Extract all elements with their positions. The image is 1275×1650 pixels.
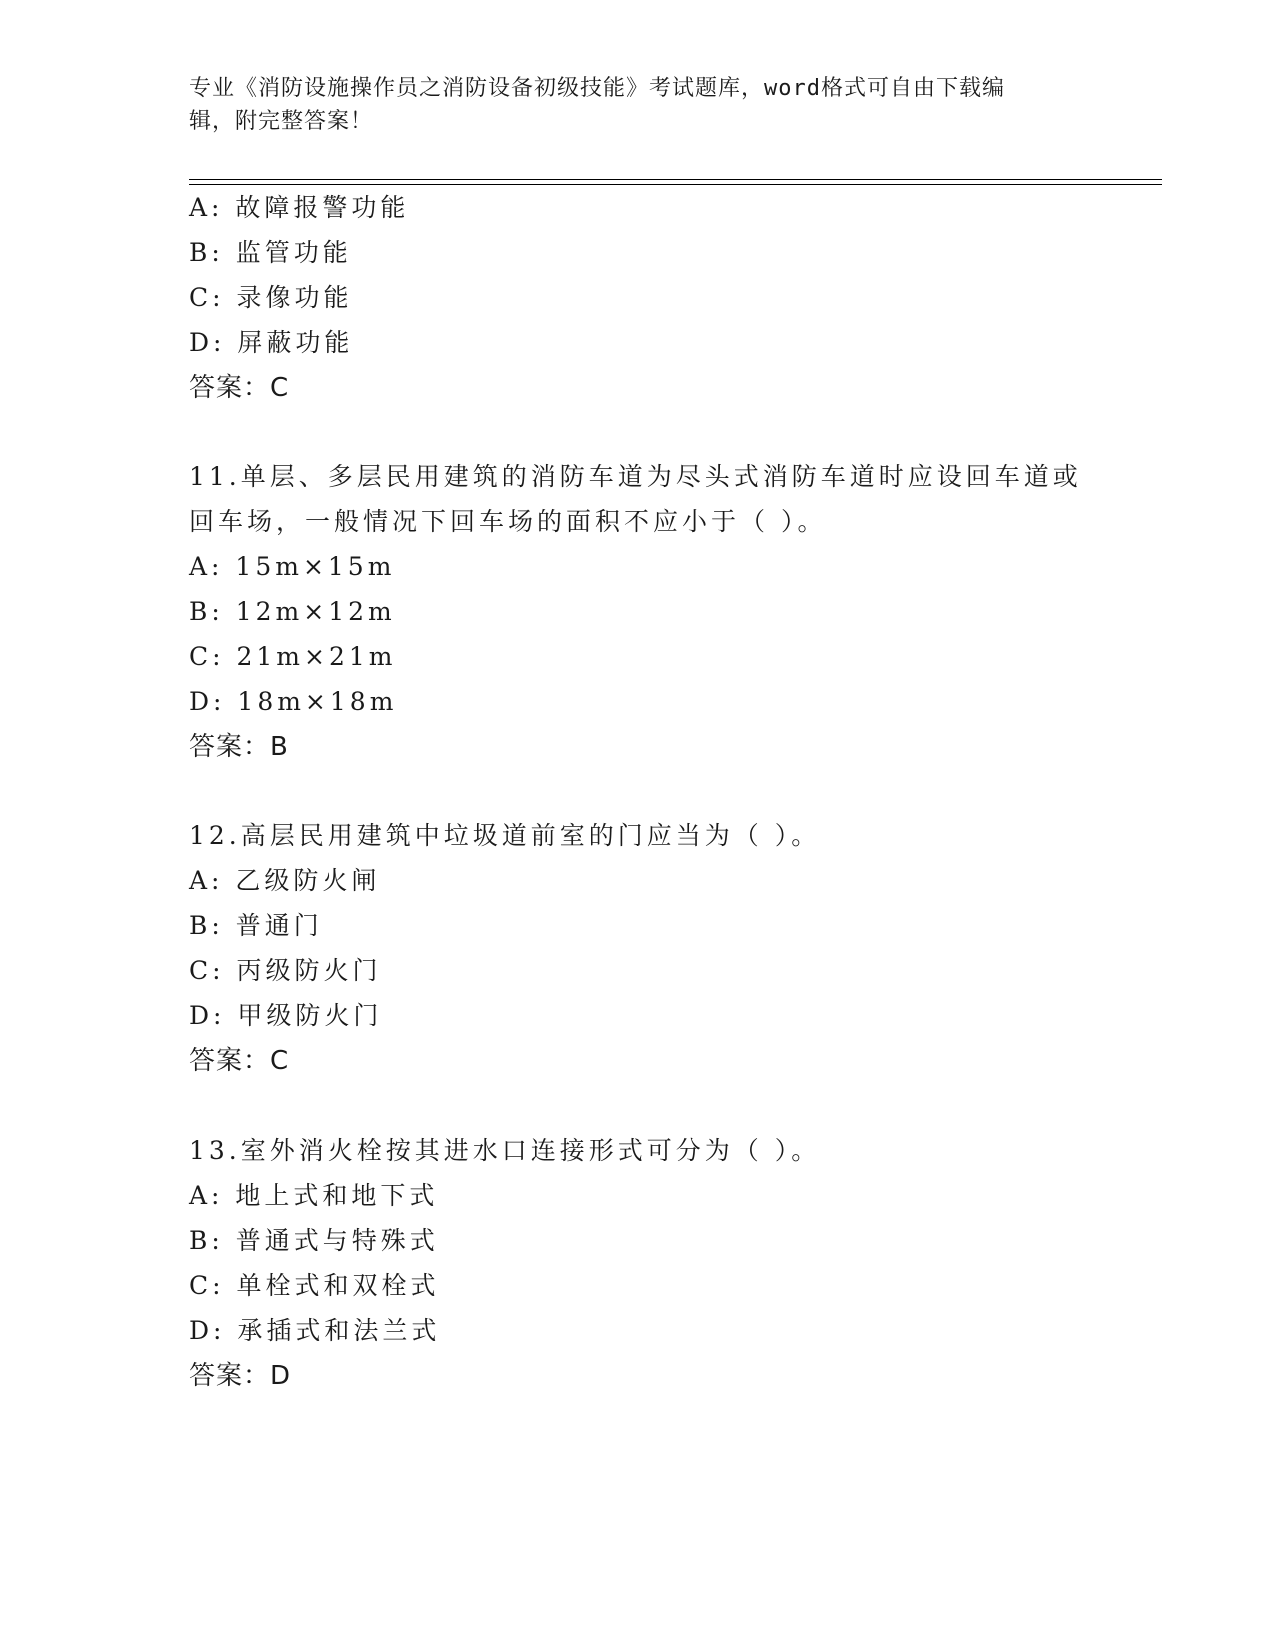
q10-answer: 答案：C [189, 373, 290, 403]
q11-answer: 答案：B [189, 732, 289, 762]
q11-stem-line-1: 11.单层、多层民用建筑的消防车道为尽头式消防车道时应设回车道或 [189, 462, 1082, 491]
header-divider-top [189, 179, 1162, 180]
q12-stem-line-1: 12.高层民用建筑中垃圾道前室的门应当为（ ）。 [189, 821, 821, 850]
q12-option-b: B: 普通门 [189, 911, 323, 940]
q10-option-a: A: 故障报警功能 [189, 193, 410, 222]
q10-option-d: D: 屏蔽功能 [189, 328, 354, 357]
q12-option-d: D: 甲级防火门 [189, 1001, 383, 1030]
header-line-1: 专业《消防设施操作员之消防设备初级技能》考试题库，word格式可自由下载编 [189, 76, 1005, 101]
q11-option-a: A: 15m×15m [189, 552, 396, 581]
header-divider-bottom [189, 184, 1162, 185]
document-header [189, 72, 1089, 138]
q13-option-a: A: 地上式和地下式 [189, 1181, 439, 1210]
q11-option-d: D: 18m×18m [189, 687, 398, 716]
q13-stem-line-1: 13.室外消火栓按其进水口连接形式可分为（ ）。 [189, 1136, 821, 1165]
q11-stem-line-2: 回车场，一般情况下回车场的面积不应小于（ ）。 [189, 507, 827, 536]
q11-option-b: B: 12m×12m [189, 597, 396, 626]
q12-option-a: A: 乙级防火闸 [189, 866, 381, 895]
q13-option-c: C: 单栓式和双栓式 [189, 1271, 440, 1300]
q10-option-c: C: 录像功能 [189, 283, 353, 312]
q13-option-d: D: 承插式和法兰式 [189, 1316, 441, 1345]
q10-option-b: B: 监管功能 [189, 238, 352, 267]
q12-answer: 答案：C [189, 1046, 290, 1076]
q13-answer: 答案：D [189, 1361, 292, 1391]
q11-option-c: C: 21m×21m [189, 642, 397, 671]
q12-option-c: C: 丙级防火门 [189, 956, 382, 985]
q13-option-b: B: 普通式与特殊式 [189, 1226, 439, 1255]
header-line-2: 辑，附完整答案！ [189, 109, 374, 134]
